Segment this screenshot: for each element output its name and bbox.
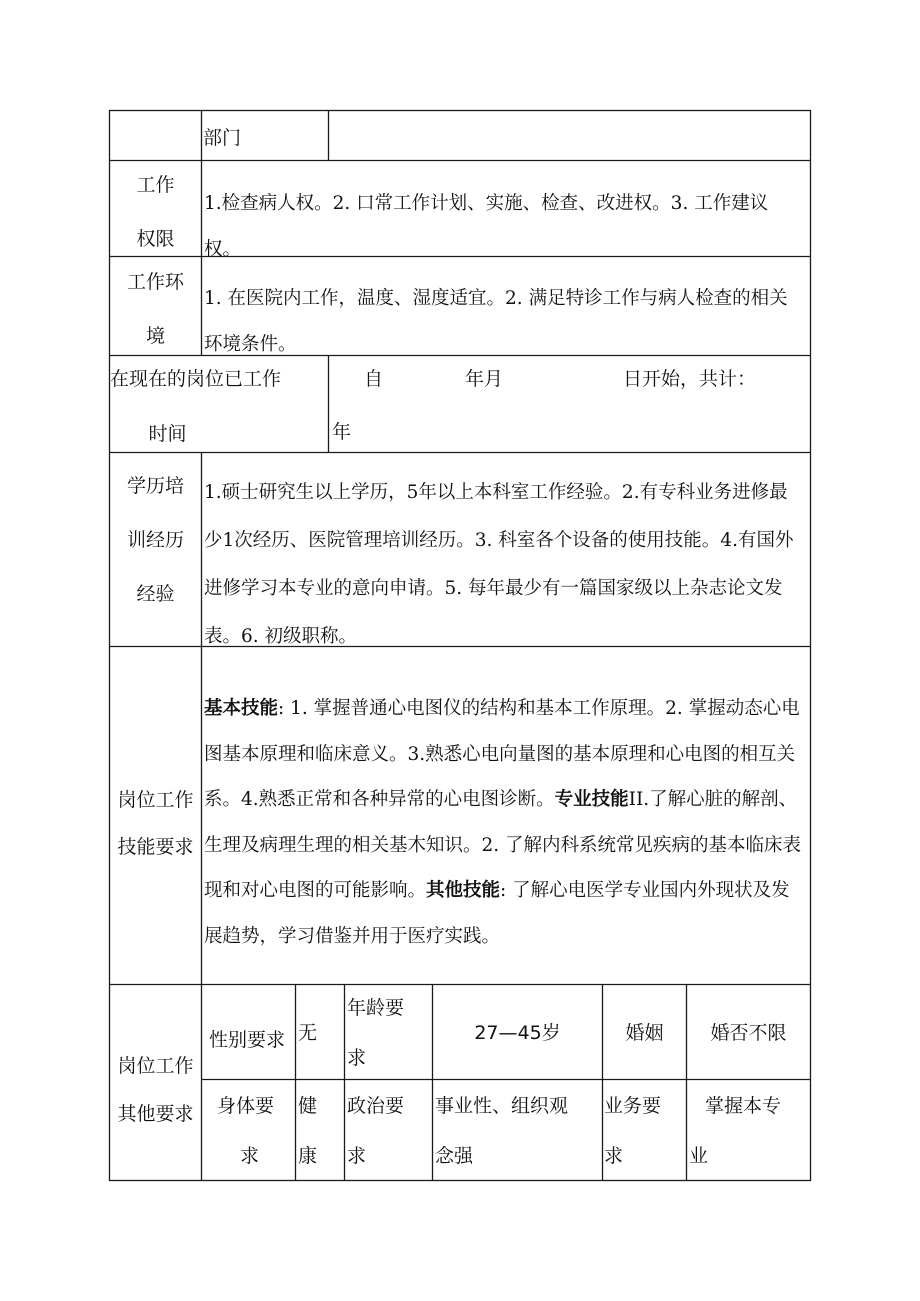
politics-label-line1: 政治要 [347, 1095, 405, 1117]
other-skills-text: : 了解心电医学专业国内外现状及发展趋势，学习借鉴并用于医疗实践。 [204, 880, 790, 947]
politics-value-line2: 念强 [435, 1145, 474, 1167]
health-label-line1: 身体要 [217, 1095, 275, 1117]
authority-text: 1.检查病人权。2. 口常工作计划、实施、检查、改进权。3. 工作建议权。 [204, 193, 769, 260]
education-text: 1.硕士研究生以上学历，5年以上本科室工作经验。2.有专科业务进修最少1次经历、医院管理培训经历。3. 科室各个设备的使用技能。4.有国外进修学习本专业的意向申请。5. 每年最少有一篇国家级以上杂志论文发表。6. 初级职称。 [204, 482, 794, 647]
skills-label-line2: 技能要求 [117, 836, 194, 858]
education-label-line3: 经验 [136, 583, 175, 605]
other-req-label-line2: 其他要求 [117, 1103, 194, 1125]
marriage-value: 婚否不限 [710, 1022, 787, 1044]
business-label-line1: 业务要 [604, 1095, 662, 1117]
education-label-line2: 训经历 [126, 529, 184, 551]
tenure-year-month: 年月 [465, 368, 504, 390]
environment-label-line1: 工作环 [126, 271, 184, 293]
health-value-line2: 康 [298, 1145, 318, 1167]
tenure-day-start-total: 日开始，共计： [623, 368, 757, 390]
environment-label-line2: 境 [145, 325, 165, 347]
basic-skills-text: : 1. 掌握普通心电图仪的结构和基本工作原理。2. 掌握动态心电图基本原理和临床意义。3.熟悉心电向量图的基本原理和心电图的相互关系。4.熟悉正常和各种异常的心电图诊断。 [204, 698, 800, 810]
politics-label-line2: 求 [347, 1145, 367, 1167]
health-label-line2: 求 [240, 1145, 260, 1167]
other-req-label-line1: 岗位工作 [117, 1055, 194, 1077]
education-label-line1: 学历培 [126, 475, 184, 497]
gender-label: 性别要求 [209, 1029, 286, 1051]
politics-value-line1: 事业性、组织观 [435, 1095, 569, 1117]
age-label-line2: 求 [347, 1047, 367, 1069]
tenure-label-line1: 在现在的岗位已工作 [110, 368, 282, 390]
tenure-from: 自 [364, 368, 384, 390]
skills-text [204, 686, 804, 959]
health-value-line1: 健 [298, 1095, 318, 1117]
business-value-line1: 掌握本专 [705, 1095, 782, 1117]
skills-label-line1: 岗位工作 [117, 789, 194, 811]
gender-value: 无 [298, 1022, 318, 1044]
authority-label-line1: 工作 [136, 174, 175, 196]
age-value: 27—45岁 [474, 1022, 561, 1044]
age-label-line1: 年龄要 [347, 997, 405, 1019]
department-label: 部门 [203, 127, 242, 149]
basic-skills-label: 基本技能 [204, 698, 279, 719]
professional-skills-text: II.了解心脏的解剖、生理及病理生理的相关基木知识。2. 了解内科系统常见疾病的基本临床表现和对心电图的可能影响。 [204, 789, 802, 901]
environment-text: 1. 在医院内工作，温度、湿度适宜。2. 满足特诊工作与病人检查的相关环境条件。 [204, 288, 788, 355]
marriage-label: 婚姻 [625, 1022, 664, 1044]
business-label-line2: 求 [604, 1145, 624, 1167]
professional-skills-label: 专业技能 [554, 789, 629, 810]
business-value-line2: 业 [689, 1145, 709, 1167]
tenure-label-line2: 时间 [148, 423, 187, 445]
authority-label-line2: 权限 [136, 228, 175, 250]
tenure-year: 年 [332, 421, 352, 443]
other-skills-label: 其他技能 [426, 880, 501, 901]
